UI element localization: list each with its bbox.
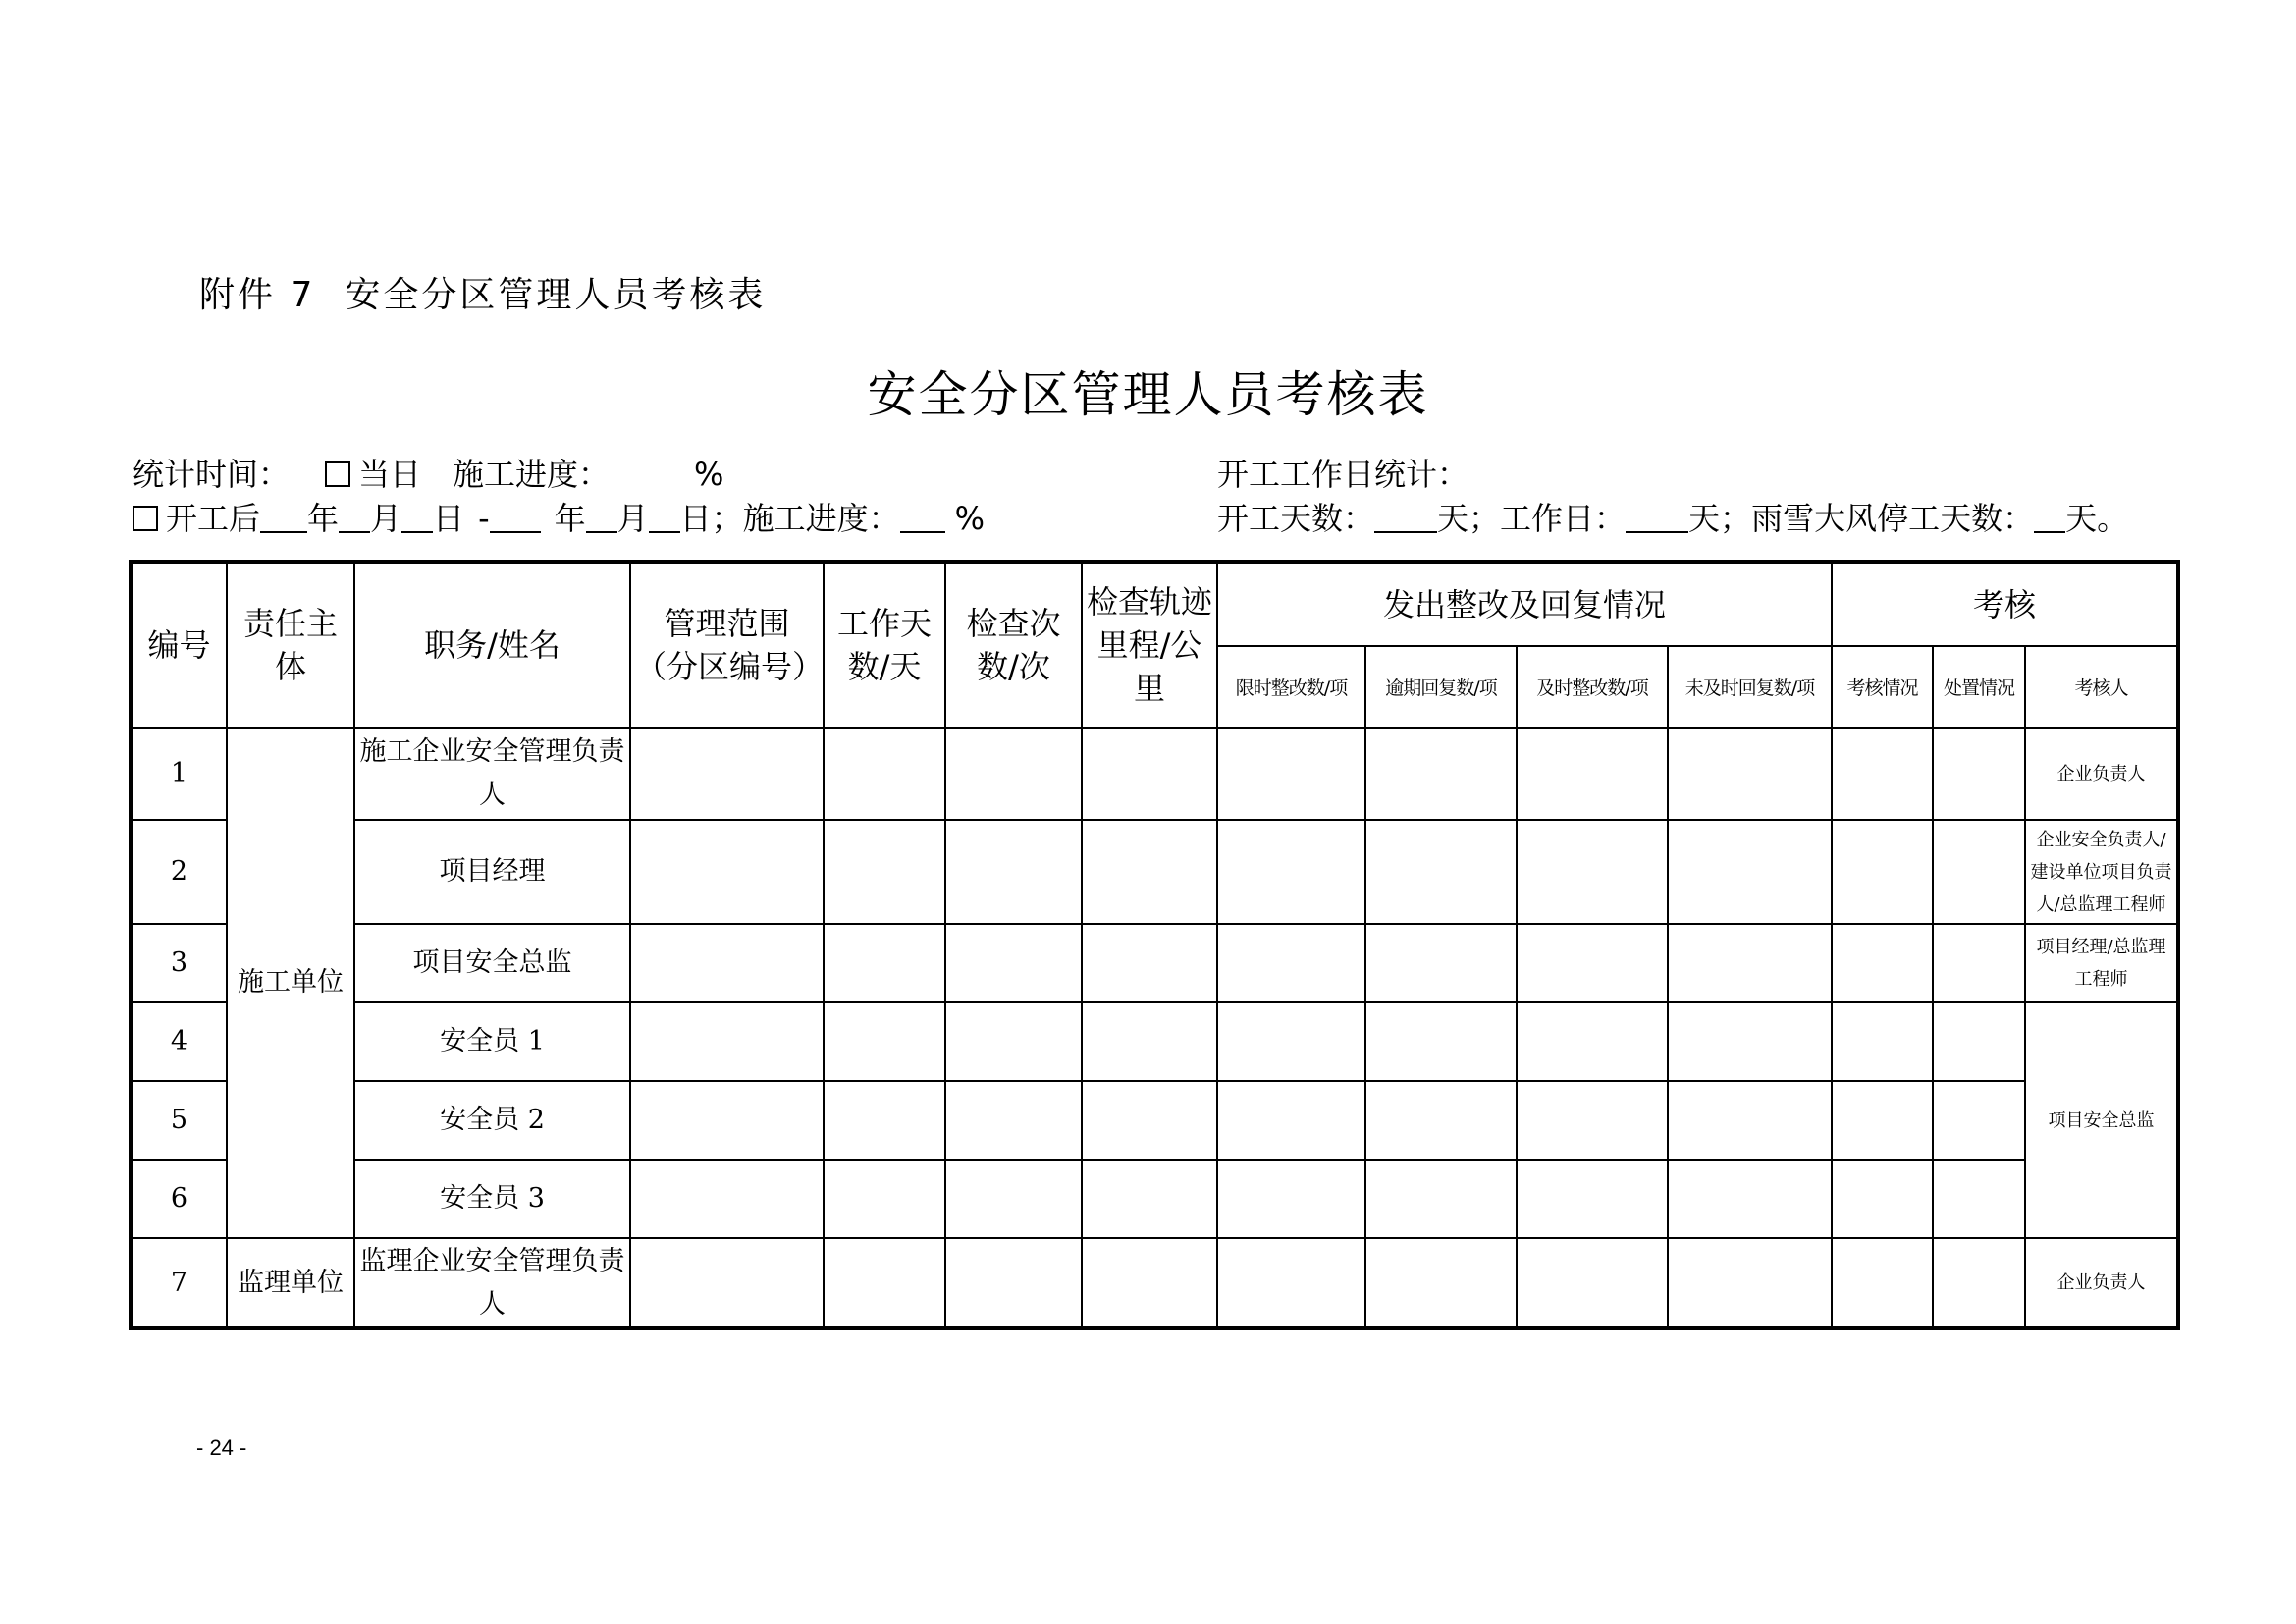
cell-assess-status[interactable]: [1832, 1002, 1933, 1081]
cell-timely-rectify[interactable]: [1517, 1081, 1668, 1160]
stats-line-2: [133, 499, 985, 538]
start-label: 开工后: [166, 500, 261, 537]
progress-label-2: 施工进度：: [742, 500, 900, 537]
blank-start-year[interactable]: [260, 504, 307, 533]
cell-work-days[interactable]: [824, 1160, 945, 1238]
header-timed-rectify: 限时整改数/项: [1217, 646, 1365, 728]
header-row-1: [131, 562, 2178, 646]
work-days-label: 工作日：: [1500, 500, 1627, 537]
row-assessor: 企业负责人: [2025, 728, 2178, 820]
cell-disposal-status[interactable]: [1933, 1238, 2025, 1328]
cell-scope[interactable]: [630, 924, 824, 1002]
cell-disposal-status[interactable]: [1933, 820, 2025, 924]
row-assessor: 项目经理/总监理工程师: [2025, 924, 2178, 1002]
header-scope: 管理范围（分区编号）: [630, 562, 824, 728]
option-today-label: 当日: [358, 456, 422, 493]
cell-disposal-status[interactable]: [1933, 728, 2025, 820]
cell-scope[interactable]: [630, 1081, 824, 1160]
cell-overdue-reply[interactable]: [1365, 1238, 1517, 1328]
row-position: 施工企业安全管理负责人: [354, 728, 630, 820]
cell-timely-rectify[interactable]: [1517, 1238, 1668, 1328]
header-overdue-reply: 逾期回复数/项: [1365, 646, 1517, 728]
appendix-heading: [199, 267, 766, 317]
cell-work-days[interactable]: [824, 1238, 945, 1328]
cell-timed-rectify[interactable]: [1217, 1160, 1365, 1238]
cell-untimely-reply[interactable]: [1668, 1081, 1832, 1160]
cell-track[interactable]: [1082, 1081, 1217, 1160]
stats-right-line-2: [1217, 499, 2128, 538]
table-row: [131, 924, 2178, 1002]
blank-end-year[interactable]: [490, 504, 541, 533]
days-sep-1: 天；: [1437, 500, 1501, 537]
cell-scope[interactable]: [630, 728, 824, 820]
header-rectify-group: 发出整改及回复情况: [1217, 562, 1832, 646]
cell-check-times[interactable]: [945, 728, 1082, 820]
cell-timed-rectify[interactable]: [1217, 728, 1365, 820]
cell-work-days[interactable]: [824, 728, 945, 820]
month-label-2: 月: [616, 500, 649, 537]
row-no: 1: [131, 728, 227, 820]
header-timely-rectify: 及时整改数/项: [1517, 646, 1668, 728]
cell-work-days[interactable]: [824, 924, 945, 1002]
row-position: 项目经理: [354, 820, 630, 924]
cell-untimely-reply[interactable]: [1668, 728, 1832, 820]
open-days-label: 开工天数：: [1217, 500, 1375, 537]
cell-untimely-reply[interactable]: [1668, 924, 1832, 1002]
row-no: 5: [131, 1081, 227, 1160]
range-dash: -: [478, 500, 490, 537]
day-label-1: 日: [433, 500, 465, 537]
stats-time-label: 统计时间：: [133, 456, 291, 493]
cell-timely-rectify[interactable]: [1517, 1160, 1668, 1238]
cell-assess-status[interactable]: [1832, 820, 1933, 924]
progress-label-1: 施工进度：: [453, 456, 611, 493]
day-label-2: 日；: [679, 500, 743, 537]
cell-assess-status[interactable]: [1832, 924, 1933, 1002]
stats-right-line-1: 开工工作日统计：: [1217, 456, 1469, 493]
row-position: 安全员 2: [354, 1081, 630, 1160]
row-position: 安全员 3: [354, 1160, 630, 1238]
table-row: [131, 728, 2178, 820]
cell-track[interactable]: [1082, 728, 1217, 820]
cell-overdue-reply[interactable]: [1365, 1160, 1517, 1238]
assessment-table: [129, 560, 2180, 1330]
appendix-label: 附件 7: [199, 275, 316, 315]
header-entity: 责任主体: [227, 562, 354, 728]
cell-check-times[interactable]: [945, 1002, 1082, 1081]
page-title: 安全分区管理人员考核表: [867, 366, 1429, 423]
cell-overdue-reply[interactable]: [1365, 728, 1517, 820]
days-end: 天。: [2065, 500, 2129, 537]
cell-check-times[interactable]: [945, 820, 1082, 924]
days-sep-2: 天；: [1688, 500, 1752, 537]
cell-assess-status[interactable]: [1832, 1160, 1933, 1238]
cell-assess-status[interactable]: [1832, 728, 1933, 820]
cell-scope[interactable]: [630, 1160, 824, 1238]
weather-days-label: 雨雪大风停工天数：: [1751, 500, 2035, 537]
percent-2: %: [954, 500, 986, 537]
header-check-times: 检查次数/次: [945, 562, 1082, 728]
cell-track[interactable]: [1082, 924, 1217, 1002]
cell-work-days[interactable]: [824, 820, 945, 924]
cell-timely-rectify[interactable]: [1517, 924, 1668, 1002]
table-row: [131, 820, 2178, 924]
cell-track[interactable]: [1082, 1160, 1217, 1238]
cell-overdue-reply[interactable]: [1365, 924, 1517, 1002]
header-disposal-status: 处置情况: [1933, 646, 2025, 728]
month-label-1: 月: [370, 500, 402, 537]
table-row: [131, 1160, 2178, 1238]
blank-open-days[interactable]: [1374, 504, 1437, 533]
header-work-days: 工作天数/天: [824, 562, 945, 728]
cell-scope[interactable]: [630, 1002, 824, 1081]
cell-overdue-reply[interactable]: [1365, 1002, 1517, 1081]
checkbox-range[interactable]: [133, 506, 158, 531]
cell-scope[interactable]: [630, 1238, 824, 1328]
row-no: 6: [131, 1160, 227, 1238]
table-row: [131, 1081, 2178, 1160]
cell-track[interactable]: [1082, 820, 1217, 924]
cell-overdue-reply[interactable]: [1365, 820, 1517, 924]
row-assessor: 企业安全负责人/建设单位项目负责人/总监理工程师: [2025, 820, 2178, 924]
row-position: 监理企业安全管理负责人: [354, 1238, 630, 1328]
cell-assess-status[interactable]: [1832, 1081, 1933, 1160]
cell-timed-rectify[interactable]: [1217, 820, 1365, 924]
stats-line-1: [133, 455, 723, 494]
cell-untimely-reply[interactable]: [1668, 820, 1832, 924]
checkbox-today[interactable]: [325, 461, 350, 487]
cell-untimely-reply[interactable]: [1668, 1002, 1832, 1081]
row-position: 项目安全总监: [354, 924, 630, 1002]
blank-start-day[interactable]: [401, 504, 433, 533]
entity-construction: 施工单位: [227, 728, 354, 1238]
blank-progress[interactable]: [900, 504, 945, 533]
row-assessor: 项目安全总监: [2025, 1002, 2178, 1238]
cell-timed-rectify[interactable]: [1217, 1081, 1365, 1160]
cell-disposal-status[interactable]: [1933, 1081, 2025, 1160]
blank-work-days[interactable]: [1626, 504, 1688, 533]
header-assessor: 考核人: [2025, 646, 2178, 728]
cell-timely-rectify[interactable]: [1517, 1002, 1668, 1081]
cell-disposal-status[interactable]: [1933, 924, 2025, 1002]
cell-timely-rectify[interactable]: [1517, 820, 1668, 924]
header-untimely-reply: 未及时回复数/项: [1668, 646, 1832, 728]
header-assess-status: 考核情况: [1832, 646, 1933, 728]
cell-disposal-status[interactable]: [1933, 1160, 2025, 1238]
entity-supervision: 监理单位: [227, 1238, 354, 1328]
cell-work-days[interactable]: [824, 1002, 945, 1081]
page-number: - 24 -: [196, 1435, 247, 1460]
cell-check-times[interactable]: [945, 924, 1082, 1002]
cell-work-days[interactable]: [824, 1081, 945, 1160]
appendix-name: 安全分区管理人员考核表: [345, 275, 767, 315]
header-no: 编号: [131, 562, 227, 728]
cell-check-times[interactable]: [945, 1081, 1082, 1160]
table-row: [131, 1002, 2178, 1081]
cell-timed-rectify[interactable]: [1217, 924, 1365, 1002]
cell-timed-rectify[interactable]: [1217, 1002, 1365, 1081]
cell-timed-rectify[interactable]: [1217, 1238, 1365, 1328]
cell-overdue-reply[interactable]: [1365, 1081, 1517, 1160]
cell-check-times[interactable]: [945, 1160, 1082, 1238]
table-row: [131, 1238, 2178, 1328]
cell-assess-status[interactable]: [1832, 1238, 1933, 1328]
cell-check-times[interactable]: [945, 1238, 1082, 1328]
row-no: 4: [131, 1002, 227, 1081]
cell-track[interactable]: [1082, 1238, 1217, 1328]
row-no: 2: [131, 820, 227, 924]
blank-start-month[interactable]: [339, 504, 370, 533]
blank-end-month[interactable]: [586, 504, 617, 533]
cell-track[interactable]: [1082, 1002, 1217, 1081]
year-label-1: 年: [307, 500, 340, 537]
year-label-2: 年: [554, 500, 586, 537]
blank-weather-days[interactable]: [2034, 504, 2065, 533]
row-assessor: 企业负责人: [2025, 1238, 2178, 1328]
header-position: 职务/姓名: [354, 562, 630, 728]
header-track-mileage: 检查轨迹里程/公里: [1082, 562, 1217, 728]
header-assess-group: 考核: [1832, 562, 2178, 646]
cell-untimely-reply[interactable]: [1668, 1238, 1832, 1328]
cell-timely-rectify[interactable]: [1517, 728, 1668, 820]
cell-untimely-reply[interactable]: [1668, 1160, 1832, 1238]
row-no: 7: [131, 1238, 227, 1328]
cell-scope[interactable]: [630, 820, 824, 924]
row-no: 3: [131, 924, 227, 1002]
cell-disposal-status[interactable]: [1933, 1002, 2025, 1081]
blank-end-day[interactable]: [649, 504, 680, 533]
row-position: 安全员 1: [354, 1002, 630, 1081]
percent-1: %: [694, 456, 724, 493]
